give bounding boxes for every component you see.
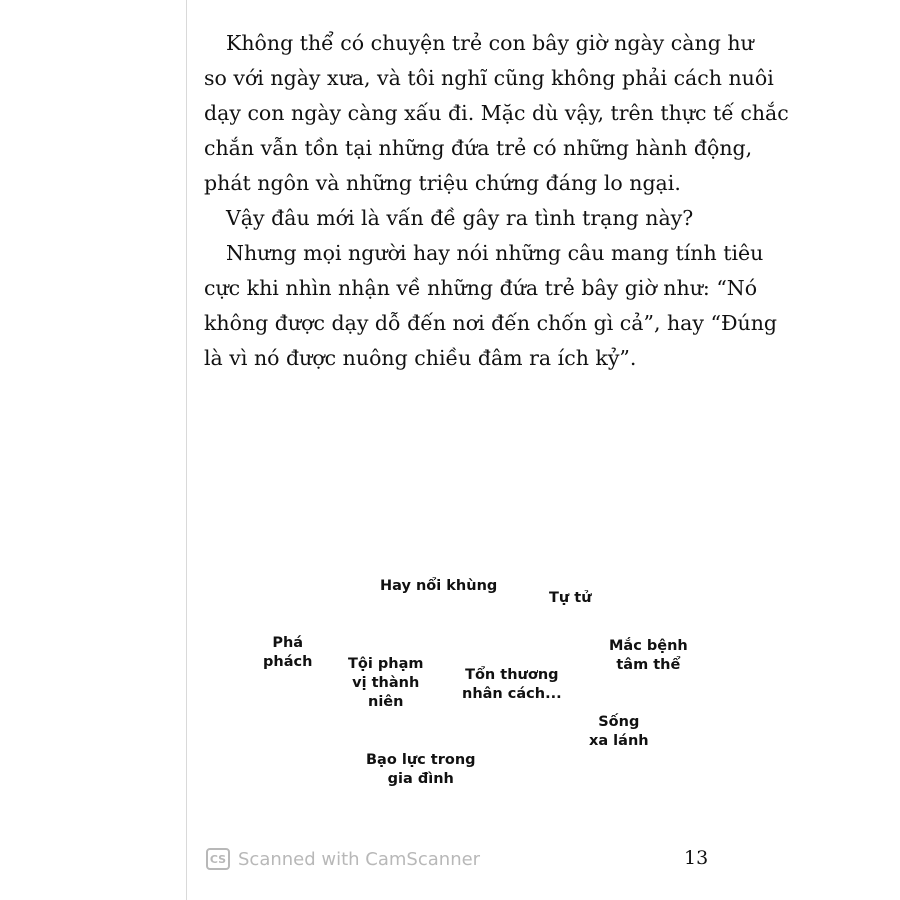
camscanner-icon: CS	[206, 848, 230, 870]
text-line: là vì nó được nuông chiều đâm ra ích kỷ”.	[204, 346, 637, 370]
text-line: chắn vẫn tồn tại những đứa trẻ có những hành động,	[204, 136, 753, 160]
text-line: phát ngôn và những triệu chứng đáng lo ngại.	[204, 171, 681, 195]
label-hay-noi-khung	[380, 577, 497, 596]
label-line: Mắc bệnh	[609, 638, 688, 654]
label-line: Bạo lực trong	[366, 752, 476, 768]
label-line: Tổn thương	[465, 667, 559, 683]
camscanner-watermark	[206, 848, 480, 870]
label-tu-tu	[549, 589, 592, 608]
page-edge-divider	[186, 0, 187, 900]
label-line: Tội phạm	[348, 656, 424, 672]
text-line: Vậy đâu mới là vấn đề gây ra tình trạng này?	[226, 206, 694, 230]
label-line: Phá	[272, 635, 304, 651]
label-line: Sống	[598, 714, 640, 730]
label-song-xa-lanh	[589, 713, 649, 751]
label-line: nhân cách...	[462, 686, 562, 702]
label-line: tâm thể	[616, 657, 681, 673]
label-line: niên	[368, 694, 404, 710]
page-number: 13	[684, 847, 709, 869]
label-line: Tự tử	[549, 590, 592, 606]
text-line: so với ngày xưa, và tôi nghĩ cũng không phải cách nuôi	[204, 66, 774, 90]
paragraph-2	[204, 201, 724, 236]
text-line: cực khi nhìn nhận về những đứa trẻ bây giờ như: “Nó	[204, 276, 758, 300]
label-line: Hay nổi khùng	[380, 578, 498, 594]
label-mac-benh-tam-the	[609, 637, 688, 675]
body-text	[204, 26, 789, 376]
label-line: gia đình	[387, 771, 454, 787]
text-line: Nhưng mọi người hay nói những câu mang tính tiêu	[226, 241, 764, 265]
label-line: xa lánh	[589, 733, 649, 749]
text-line: không được dạy dỗ đến nơi đến chốn gì cả”, hay “Đúng	[204, 311, 778, 335]
label-line: phách	[263, 654, 313, 670]
text-line: Không thể có chuyện trẻ con bây giờ ngày càng hư	[226, 31, 754, 55]
label-line: vị thành	[352, 675, 420, 691]
label-bao-luc-trong-gia-dinh	[366, 751, 476, 789]
label-pha-phach	[263, 634, 312, 672]
paragraph-3	[204, 236, 778, 376]
label-ton-thuong-nhan-cach	[462, 666, 562, 704]
label-toi-pham-vi-thanh-nien	[348, 655, 423, 712]
text-line: dạy con ngày càng xấu đi. Mặc dù vậy, trên thực tế chắc	[204, 101, 789, 125]
camscanner-text: Scanned with CamScanner	[238, 848, 481, 870]
paragraph-1	[204, 26, 789, 201]
